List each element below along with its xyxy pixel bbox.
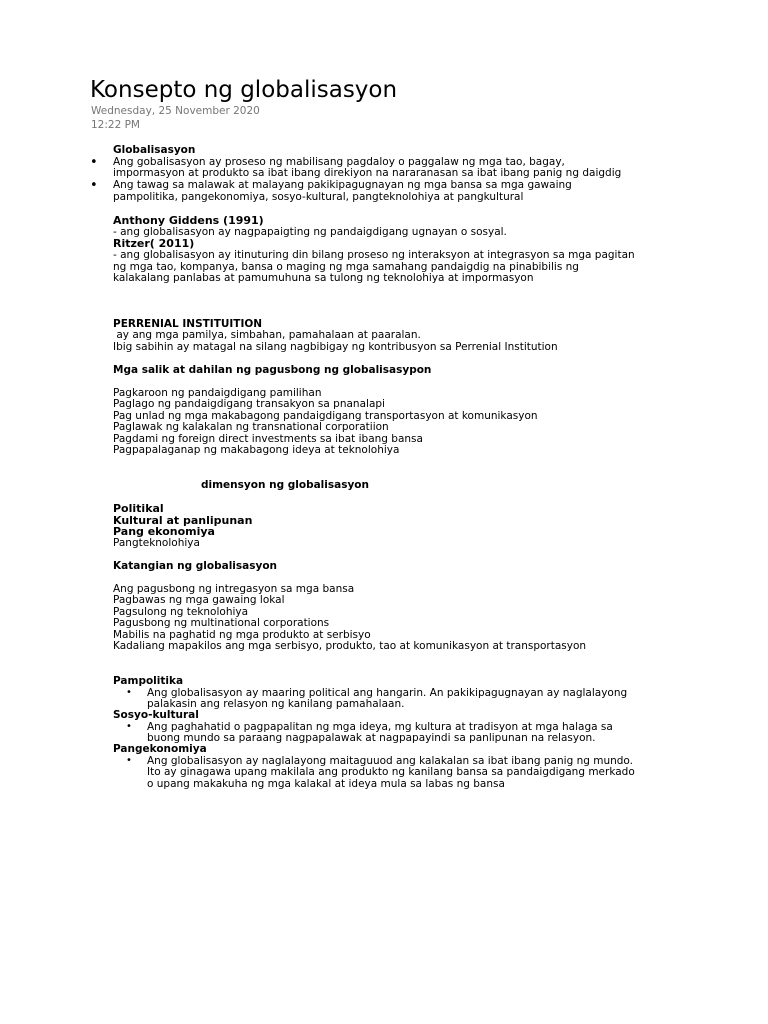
heading-salik: Mga salik at dahilan ng pagusbong ng globalisasypon [113, 364, 432, 376]
note-date: Wednesday, 25 November 2020 [91, 105, 260, 117]
sosyo-line-2: buong mundo sa paraang nagpapalawak at nagpapayindi sa panlipunan na relasyon. [147, 732, 596, 744]
heading-pangekonomiya: Pangekonomiya [113, 743, 207, 755]
page-title[interactable]: Konsepto ng globalisasyon [90, 77, 398, 103]
note-time: 12:22 PM [91, 119, 140, 131]
katangian-item: Ang pagusbong ng intregasyon sa mga bansa [113, 583, 355, 595]
ritzer-line-2: ng mga tao, kompanya, bansa o maging ng mga samahang pandaigdig na pinabibilis ng [113, 261, 579, 273]
dimensyon-item-bold: Kultural at panlipunan [113, 514, 253, 527]
dimensyon-item-bold: Politikal [113, 502, 164, 515]
pangekonomiya-line-1: Ang globalisasyon ay naglalayong maitaguuod ang kalakalan sa ibat ibang panig ng mundo. [147, 755, 634, 767]
pangekonomiya-line-3: o upang makakuha ng mga kalakal at ideya mula sa labas ng bansa [147, 778, 505, 790]
bullet-icon: • [90, 155, 98, 170]
bullet-icon: • [90, 178, 98, 193]
katangian-item: Kadaliang mapakilos ang mga serbisyo, produkto, tao at komunikasyon at transportasyon [113, 640, 587, 652]
bullet-icon: • [126, 755, 132, 766]
bullet-icon: • [126, 687, 132, 698]
salik-item: Paglawak ng kalakalan ng transnational corporatiion [113, 421, 389, 433]
ritzer-line-3: kalakalang panlabas at pamumuhuna sa tulong ng teknolohiya at impormasyon [113, 272, 534, 284]
pangekonomiya-line-2: Ito ay ginagawa upang makilala ang produkto ng kanilang bansa sa pandaigdigang merkado [147, 766, 635, 778]
heading-pampolitika: Pampolitika [113, 675, 184, 687]
dimensyon-item: Pangteknolohiya [113, 537, 200, 549]
salik-item: Paglago ng pandaigdigang transakyon sa pnanalapi [113, 398, 385, 410]
bullet-2-line-1: Ang tawag sa malawak at malayang pakikipagugnayan ng mga bansa sa mga gawaing [113, 179, 572, 191]
heading-dimensyon: dimensyon ng globalisasyon [201, 479, 369, 491]
pampolitika-line-2: palakasin ang relasyon ng kanilang pamahalaan. [147, 698, 405, 710]
giddens-text: - ang globalisasyon ay nagpapaigting ng pandaigdigang ugnayan o sosyal. [113, 226, 507, 238]
heading-perrenial: PERRENIAL INSTITUITION [113, 318, 263, 330]
heading-giddens: Anthony Giddens (1991) [113, 214, 264, 227]
perrenial-line-1: ay ang mga pamilya, simbahan, pamahalaan at paaralan. [113, 329, 421, 341]
bullet-1-line-1: Ang gobalisasyon ay proseso ng mabilisang pagdaloy o paggalaw ng mga tao, bagay, [113, 156, 565, 168]
ritzer-line-1: - ang globalisasyon ay itinuturing din bilang proseso ng interaksyon at integrasyon sa mga pagitan [113, 249, 635, 261]
katangian-item: Pagusbong ng multinational corporations [113, 617, 330, 629]
salik-item: Pag unlad ng mga makabagong pandaigdigang transportasyon at komunikasyon [113, 410, 538, 422]
bullet-2-line-2: pampolitika, pangekonomiya, sosyo-kultural, pangteknolohiya at pangkultural [113, 191, 524, 203]
heading-sosyo-kultural: Sosyo-kultural [113, 709, 199, 721]
katangian-item: Pagbawas ng mga gawaing lokal [113, 594, 285, 606]
katangian-item: Mabilis na paghatid ng mga produkto at serbisyo [113, 629, 371, 641]
sosyo-line-1: Ang paghahatid o pagpapalitan ng mga ideya, mg kultura at tradisyon at mga halaga sa [147, 721, 613, 733]
salik-item: Pagdami ng foreign direct investments sa ibat ibang bansa [113, 433, 423, 445]
heading-ritzer: Ritzer( 2011) [113, 237, 195, 250]
perrenial-line-2: Ibig sabihin ay matagal na silang nagbibigay ng kontribusyon sa Perrenial Institution [113, 341, 558, 353]
salik-item: Pagkaroon ng pandaigdigang pamilihan [113, 387, 322, 399]
dimensyon-item-bold: Pang ekonomiya [113, 525, 215, 538]
bullet-icon: • [126, 721, 132, 732]
heading-globalisasyon: Globalisasyon [113, 144, 196, 156]
katangian-item: Pagsulong ng teknolohiya [113, 606, 249, 618]
bullet-1-line-2: impormasyon at produkto sa ibat ibang direkiyon na nararanasan sa ibat ibang panig ng daigdig [113, 167, 622, 179]
salik-item: Pagpapalaganap ng makabagong ideya at teknolohiya [113, 444, 400, 456]
pampolitika-line-1: Ang globalisasyon ay maaring political ang hangarin. An pakikipagugnayan ay naglalayong [147, 687, 628, 699]
heading-katangian: Katangian ng globalisasyon [113, 560, 278, 572]
